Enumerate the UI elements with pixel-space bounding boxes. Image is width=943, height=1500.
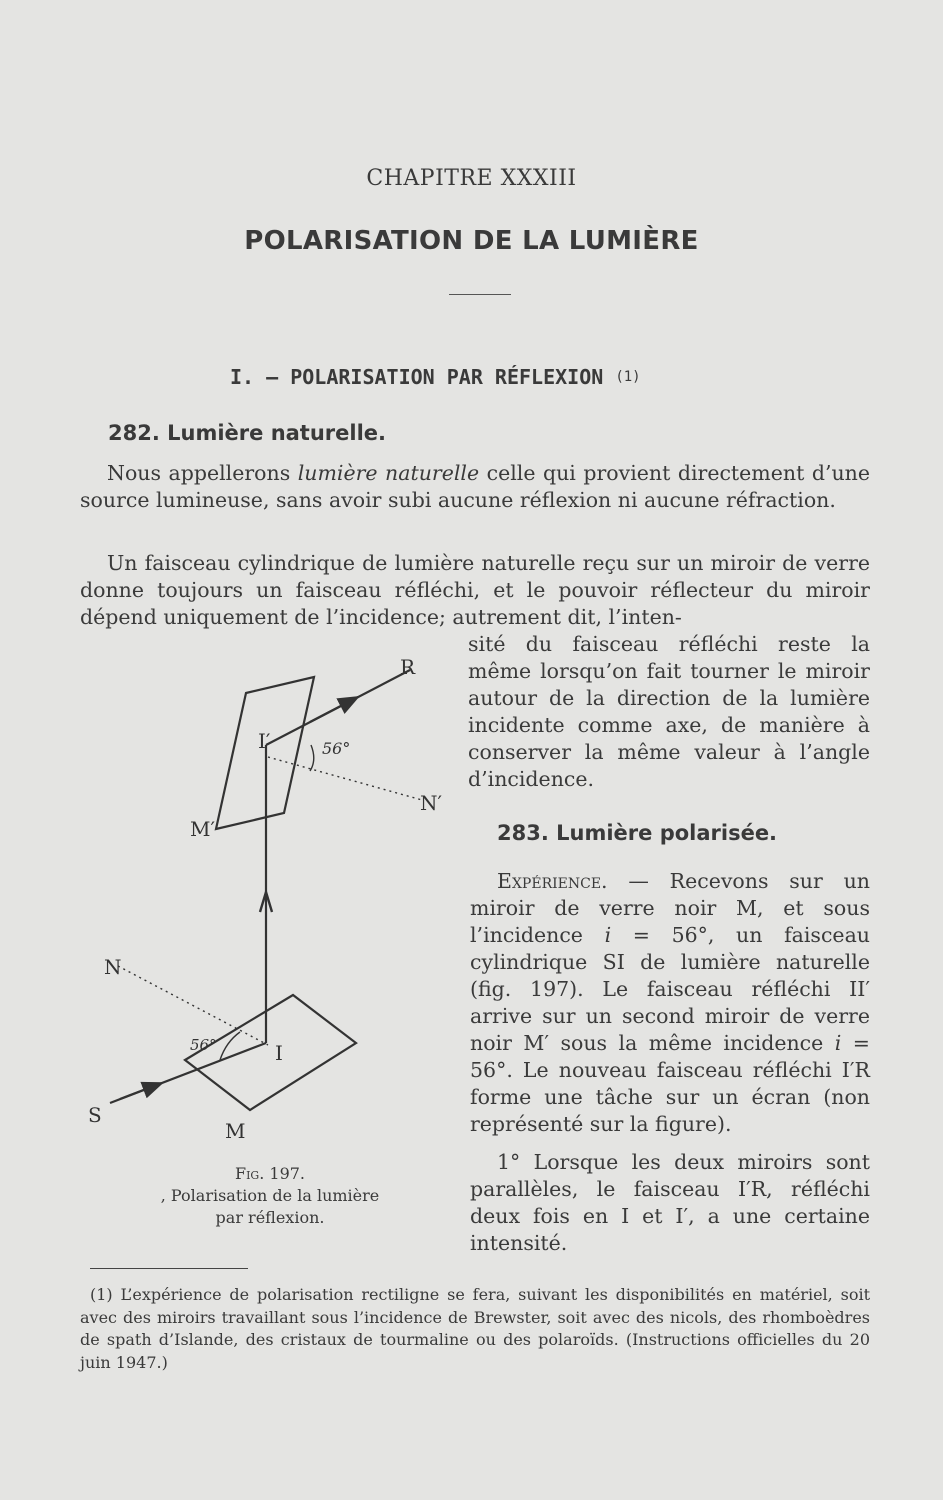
- chapter-number: CHAPITRE XXXIII: [366, 166, 577, 191]
- text-run: = 56°. Le nouveau faisceau réfléchi I′R forme une tâche sur un écran (non représenté sur la figure).: [470, 1031, 870, 1136]
- label-n-prime: N′: [420, 791, 443, 815]
- footnote-divider: [90, 1268, 248, 1269]
- paragraph-experiment: [470, 868, 870, 1138]
- experiment-label: Expérience.: [497, 869, 608, 893]
- label-s: S: [88, 1103, 102, 1127]
- paragraph-continuation: sité du faisceau réfléchi reste la même lorsqu’on fait tourner le miroir autour de la direction de la lumière incidente comme axe, de manière à conserver la même valeur à l’angle d’incidence.: [468, 632, 870, 791]
- normal-n: [118, 966, 268, 1045]
- paragraph-natural-light: [80, 460, 870, 514]
- paragraph-cylindrical-beam: Un faisceau cylindrique de lumière naturelle reçu sur un miroir de verre donne toujours un faisceau réfléchi, et le pouvoir réflecteur du miroir dépend uniquement de l’incidence; autrement dit, l’inten-: [80, 551, 870, 629]
- label-angle-top: 56°: [322, 739, 351, 758]
- angle-arc-top: [310, 745, 314, 771]
- text-run: — Recevons sur un miroir de verre noir M, et sous l’incidence: [470, 869, 870, 947]
- label-n: N: [104, 955, 122, 979]
- variable-i: i: [604, 923, 612, 947]
- footnote-ref: (1): [615, 369, 641, 385]
- title-divider: [449, 294, 511, 295]
- label-m: M: [225, 1119, 246, 1143]
- section-title: I. — POLARISATION PAR RÉFLEXION: [230, 365, 604, 389]
- variable-i: i: [834, 1031, 842, 1055]
- label-r: R: [400, 655, 416, 679]
- label-i-prime: I′: [258, 729, 271, 753]
- text-run: Nous appellerons: [107, 461, 298, 485]
- beam-r-arrow: [310, 697, 358, 722]
- text-run: = 56°, un faisceau cylindrique SI de lumière naturelle (fig. 197). Le faisceau réfléchi II′ arrive sur un second miroir de verre noir M′ sous la même incidence: [470, 923, 870, 1055]
- text-run: celle qui provient directement d’une source lumineuse, sans avoir subi aucune réflexion ni aucune réfraction.: [80, 461, 870, 512]
- label-m-prime: M′: [190, 817, 216, 841]
- label-angle-bottom: 56°: [190, 1036, 217, 1054]
- heading-282: 282. Lumière naturelle.: [108, 421, 387, 445]
- footnote: (1) L’expérience de polarisation rectiligne se fera, suivant les disponibilités en matériel, soit avec des miroirs travaillant sous l’incidence de Brewster, soit avec des nicols, des rhomboèdres de spath d’Islande, des cristaux de tourmaline ou des polaroïds. (Instructions officielles du 20 juin 1947.): [80, 1285, 870, 1372]
- label-i: I: [275, 1041, 283, 1065]
- emphasis-term: lumière naturelle: [297, 461, 480, 485]
- figure-caption-line: par réflexion.: [215, 1208, 325, 1227]
- figure-caption: [160, 1163, 380, 1229]
- chapter-title: POLARISATION DE LA LUMIÈRE: [244, 226, 699, 256]
- heading-283: 283. Lumière polarisée.: [497, 821, 778, 845]
- beam-si-arrow: [120, 1083, 162, 1099]
- figure-number: Fig. 197.: [234, 1164, 306, 1183]
- figure-197-diagram: [70, 650, 443, 1160]
- section-heading: [230, 365, 641, 389]
- figure-caption-line: , Polarisation de la lumière: [160, 1186, 380, 1205]
- paragraph-parallel-mirrors: 1° Lorsque les deux miroirs sont parallèles, le faisceau I′R, réfléchi deux fois en I et I′, a une certaine intensité.: [470, 1150, 870, 1255]
